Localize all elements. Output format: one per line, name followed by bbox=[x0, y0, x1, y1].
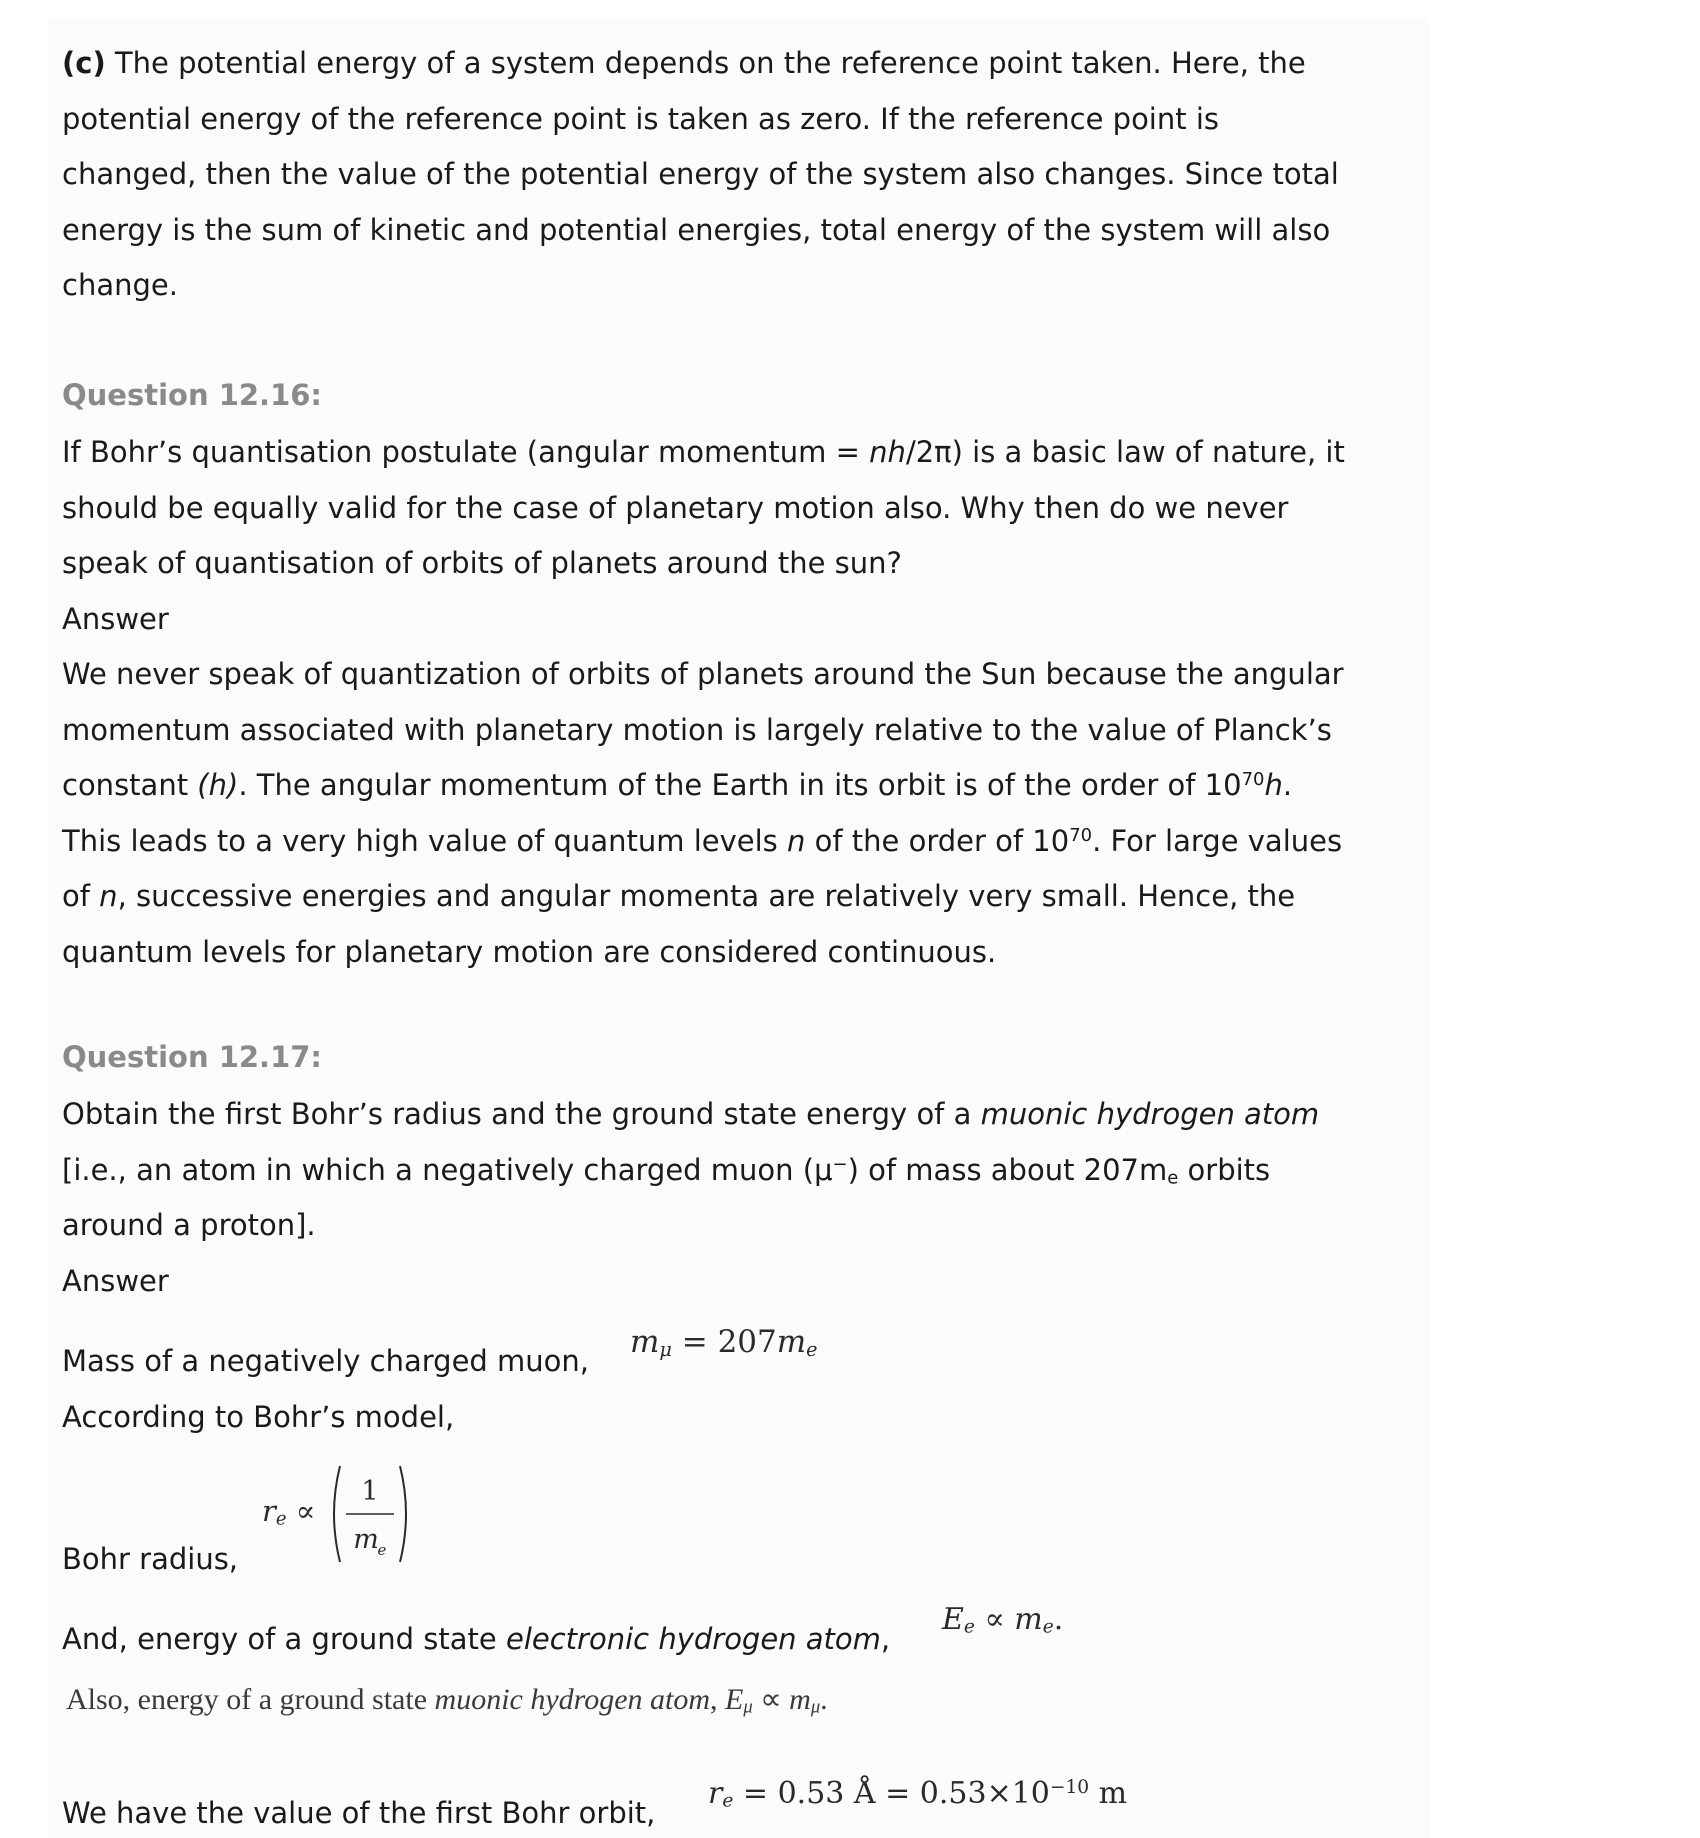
energy-E: E bbox=[942, 1602, 964, 1637]
q16-line-1-b: /2π) is a basic law of nature, it bbox=[905, 435, 1345, 469]
q17-line-2-a: [i.e., an atom in which a negatively charged muon (μ bbox=[62, 1152, 833, 1187]
electronic-energy-it: electronic hydrogen atom bbox=[506, 1622, 881, 1656]
muon-mass-rhs: = 207 bbox=[671, 1324, 777, 1360]
part-c-line-4: energy is the sum of kinetic and potential energies, total energy of the system will also bbox=[62, 212, 1331, 247]
q16-ans4-exponent: 70 bbox=[1069, 824, 1093, 846]
q17-line-1 bbox=[62, 1087, 1442, 1143]
bohr-radius-r: r bbox=[262, 1494, 276, 1528]
fraction-denominator: m bbox=[353, 1524, 379, 1555]
part-c-line-2: potential energy of the reference point is taken as zero. If the reference point is bbox=[62, 101, 1219, 136]
q17-line-2-b: ) of mass about 207m bbox=[847, 1152, 1168, 1187]
part-c-line-1 bbox=[62, 36, 1442, 92]
q17-line-1-a: Obtain the first Bohr’s radius and the ground state energy of a bbox=[62, 1097, 981, 1131]
question-12-16-heading: Question 12.16: bbox=[62, 378, 323, 412]
q16-ans3-b: . The angular momentum of the Earth in its orbit is of the order of 10 bbox=[238, 768, 1242, 802]
q16-answer-label: Answer bbox=[62, 601, 169, 636]
q16-line-1 bbox=[62, 425, 1442, 481]
part-c-line-5: change. bbox=[62, 268, 178, 302]
muonic-energy-E-sub: μ bbox=[743, 1696, 753, 1718]
first-orbit-eq: = 0.53 Å = 0.53×10 bbox=[733, 1776, 1050, 1811]
q17-line-1-muonic: muonic hydrogen atom bbox=[980, 1097, 1320, 1131]
muon-mass-text: Mass of a negatively charged muon, bbox=[62, 1344, 590, 1378]
q16-answer-line-3 bbox=[62, 758, 1442, 814]
bohr-radius-lhs bbox=[262, 1494, 315, 1528]
q16-ans3-h: h bbox=[1264, 768, 1283, 802]
q16-ans4-c: . For large values bbox=[1092, 823, 1343, 858]
muon-mass-equation bbox=[630, 1324, 818, 1360]
energy-end: . bbox=[1053, 1602, 1064, 1637]
energy-E-sub: e bbox=[963, 1616, 975, 1638]
energy-m: m bbox=[1014, 1602, 1043, 1637]
electronic-energy-b: , bbox=[880, 1622, 891, 1656]
bohr-radius-sub: e bbox=[275, 1508, 287, 1530]
muonic-energy-E: E bbox=[725, 1683, 744, 1716]
part-c-line-3: changed, then the value of the potential energy of the system also changes. Since total bbox=[62, 157, 1339, 191]
question-12-16-body bbox=[62, 425, 1442, 980]
fraction-numerator: 1 bbox=[361, 1476, 379, 1507]
q16-line-3: speak of quantisation of orbits of planets around the sun? bbox=[62, 546, 902, 580]
q16-answer-line-6: quantum levels for planetary motion are considered continuous. bbox=[62, 934, 997, 969]
bohr-model-text: According to Bohr’s model, bbox=[62, 1400, 455, 1434]
muonic-energy-end: . bbox=[820, 1683, 828, 1716]
q16-ans4-b: of the order of 10 bbox=[805, 823, 1070, 858]
energy-prop: ∝ bbox=[974, 1602, 1015, 1637]
q16-ans3-h-paren: (h) bbox=[197, 768, 239, 802]
bohr-radius-prop: ∝ bbox=[295, 1494, 316, 1528]
part-c-label: (c) bbox=[62, 46, 106, 80]
q16-ans5-b: , successive energies and angular momenta are relatively very small. Hence, the bbox=[117, 879, 1296, 913]
q17-muon-charge: − bbox=[832, 1153, 848, 1175]
q16-ans5-n: n bbox=[99, 879, 118, 913]
q17-line-3: around a proton]. bbox=[62, 1208, 316, 1242]
q17-answer-label: Answer bbox=[62, 1263, 169, 1298]
muonic-energy-b: , bbox=[710, 1683, 726, 1716]
electronic-energy-text bbox=[62, 1622, 890, 1656]
muonic-energy-a: Also, energy of a ground state bbox=[66, 1683, 435, 1716]
question-12-17-body bbox=[62, 1087, 1442, 1309]
muonic-energy-m-sub: μ bbox=[810, 1696, 821, 1718]
q16-ans5-a: of bbox=[62, 879, 100, 913]
muonic-energy-m: m bbox=[789, 1683, 811, 1716]
first-orbit-text: We have the value of the first Bohr orbit, bbox=[62, 1796, 656, 1830]
q16-line-2: should be equally valid for the case of planetary motion also. Why then do we never bbox=[62, 490, 1289, 525]
q17-line-2 bbox=[62, 1143, 1442, 1199]
fraction-denominator-sub: e bbox=[377, 1541, 387, 1559]
q16-ans3-a: constant bbox=[62, 768, 198, 802]
first-orbit-exponent: −10 bbox=[1049, 1776, 1090, 1798]
right-paren-icon bbox=[400, 1466, 406, 1562]
q16-ans3-exponent: 70 bbox=[1241, 769, 1265, 791]
muonic-energy-line bbox=[66, 1682, 828, 1717]
q16-ans3-end: . bbox=[1282, 768, 1293, 802]
electronic-energy-equation bbox=[942, 1602, 1063, 1637]
part-c-text-1: The potential energy of a system depends on the reference point taken. Here, the bbox=[105, 46, 1306, 80]
q16-answer-line-4 bbox=[62, 814, 1442, 870]
left-paren-icon bbox=[334, 1466, 340, 1562]
electronic-energy-a: And, energy of a ground state bbox=[62, 1622, 506, 1656]
first-orbit-r: r bbox=[708, 1776, 723, 1811]
q16-answer-line-1: We never speak of quantization of orbits of planets around the Sun because the angular bbox=[62, 657, 1344, 691]
first-orbit-unit: m bbox=[1089, 1776, 1128, 1811]
q16-answer-line-2: momentum associated with planetary motion is largely relative to the value of Planck’s bbox=[62, 712, 1332, 747]
question-12-17-heading: Question 12.17: bbox=[62, 1040, 323, 1074]
q16-ans4-a: This leads to a very high value of quantum levels bbox=[62, 823, 787, 858]
muon-mass-rhs-m: m bbox=[776, 1324, 807, 1360]
bohr-radius-text: Bohr radius, bbox=[62, 1542, 239, 1576]
q17-line-2-sub: e bbox=[1167, 1167, 1179, 1189]
first-orbit-equation bbox=[708, 1776, 1127, 1811]
q16-line-1-a: If Bohr’s quantisation postulate (angular momentum = bbox=[62, 435, 870, 469]
q16-line-1-nh: nh bbox=[869, 435, 906, 469]
muonic-energy-prop: ∝ bbox=[752, 1683, 790, 1716]
q17-line-2-c: orbits bbox=[1178, 1152, 1271, 1187]
q16-ans4-n: n bbox=[787, 823, 806, 858]
part-c-paragraph bbox=[62, 36, 1442, 314]
q16-answer-line-5 bbox=[62, 869, 1442, 925]
muon-mass-rhs-sub: e bbox=[806, 1337, 818, 1361]
energy-m-sub: e bbox=[1042, 1616, 1054, 1638]
first-orbit-sub: e bbox=[722, 1790, 734, 1812]
muon-mass-sub: μ bbox=[659, 1337, 672, 1361]
bohr-radius-fraction bbox=[326, 1462, 416, 1566]
muon-mass-m: m bbox=[630, 1324, 660, 1360]
muonic-energy-it: muonic hydrogen atom bbox=[434, 1683, 711, 1716]
